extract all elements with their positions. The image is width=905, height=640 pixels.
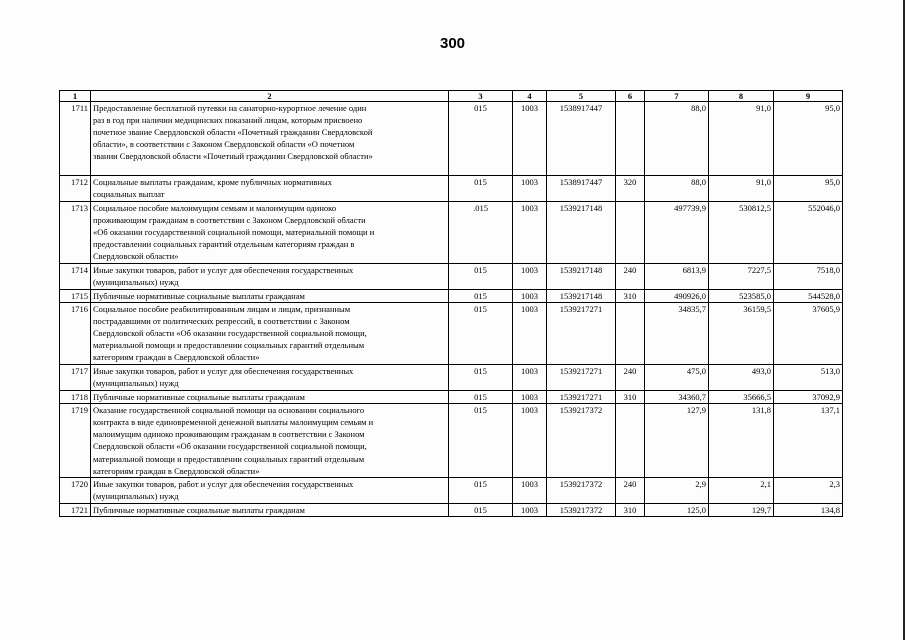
target-code-cell: 1539217148 <box>547 264 616 290</box>
table-row <box>60 202 843 264</box>
ministry-code-cell: 015 <box>449 365 513 391</box>
expense-type-cell <box>616 404 645 478</box>
amount-year-3-cell: 134,8 <box>774 504 843 517</box>
target-code-cell: 1539217148 <box>547 202 616 264</box>
column-header: 5 <box>547 91 616 102</box>
row-number-cell: 1721 <box>60 504 91 517</box>
expense-type-cell: 320 <box>616 176 645 202</box>
amount-year-2-cell: 530812,5 <box>709 202 774 264</box>
ministry-code-cell: 015 <box>449 404 513 478</box>
item-name-cell: Социальное пособие реабилитированным лицам и лицам, признанным пострадавшими от политических репрессий, в соответствии с Законом Свердловской области «Об оказании государственной социальной помощи, материальной помощи и предоставлении социальных гарантий отдельным категориям граждан в Свердловской области» <box>91 303 449 365</box>
item-name-cell: Публичные нормативные социальные выплаты гражданам <box>91 290 449 303</box>
amount-year-2-cell: 2,1 <box>709 478 774 504</box>
item-name-cell: Социальные выплаты гражданам, кроме публичных нормативных социальных выплат <box>91 176 449 202</box>
amount-year-1-cell: 127,9 <box>645 404 709 478</box>
amount-year-1-cell: 88,0 <box>645 102 709 176</box>
amount-year-3-cell: 552046,0 <box>774 202 843 264</box>
amount-year-1-cell: 2,9 <box>645 478 709 504</box>
row-number-cell: 1717 <box>60 365 91 391</box>
table-row <box>60 391 843 404</box>
row-number-cell: 1713 <box>60 202 91 264</box>
table-row <box>60 290 843 303</box>
expense-type-cell <box>616 102 645 176</box>
target-code-cell: 1539217372 <box>547 404 616 478</box>
target-code-cell: 1539217372 <box>547 504 616 517</box>
ministry-code-cell: 015 <box>449 303 513 365</box>
section-code-cell: 1003 <box>513 504 547 517</box>
row-number-cell: 1715 <box>60 290 91 303</box>
item-name-cell: Публичные нормативные социальные выплаты гражданам <box>91 391 449 404</box>
section-code-cell: 1003 <box>513 290 547 303</box>
section-code-cell: 1003 <box>513 264 547 290</box>
column-header: 1 <box>60 91 91 102</box>
table-row <box>60 102 843 176</box>
amount-year-3-cell: 2,3 <box>774 478 843 504</box>
table-row <box>60 404 843 478</box>
target-code-cell: 1539217271 <box>547 365 616 391</box>
target-code-cell: 1539217271 <box>547 391 616 404</box>
section-code-cell: 1003 <box>513 176 547 202</box>
table-row <box>60 264 843 290</box>
amount-year-2-cell: 7227,5 <box>709 264 774 290</box>
amount-year-2-cell: 36159,5 <box>709 303 774 365</box>
page-number: 300 <box>439 35 466 52</box>
target-code-cell: 1538917447 <box>547 102 616 176</box>
column-header: 6 <box>616 91 645 102</box>
row-number-cell: 1716 <box>60 303 91 365</box>
target-code-cell: 1539217372 <box>547 478 616 504</box>
section-code-cell: 1003 <box>513 102 547 176</box>
expense-type-cell <box>616 202 645 264</box>
expense-type-cell <box>616 303 645 365</box>
expense-type-cell: 310 <box>616 391 645 404</box>
column-header: 4 <box>513 91 547 102</box>
row-number-cell: 1718 <box>60 391 91 404</box>
amount-year-3-cell: 7518,0 <box>774 264 843 290</box>
amount-year-1-cell: 88,0 <box>645 176 709 202</box>
ministry-code-cell: 015 <box>449 102 513 176</box>
ministry-code-cell: 015 <box>449 391 513 404</box>
row-number-cell: 1711 <box>60 102 91 176</box>
column-header: 7 <box>645 91 709 102</box>
amount-year-3-cell: 37605,9 <box>774 303 843 365</box>
column-header: 3 <box>449 91 513 102</box>
table-row <box>60 176 843 202</box>
section-code-cell: 1003 <box>513 404 547 478</box>
expense-type-cell: 310 <box>616 290 645 303</box>
amount-year-1-cell: 34835,7 <box>645 303 709 365</box>
ministry-code-cell: .015 <box>449 202 513 264</box>
amount-year-3-cell: 95,0 <box>774 102 843 176</box>
expense-type-cell: 310 <box>616 504 645 517</box>
amount-year-2-cell: 523585,0 <box>709 290 774 303</box>
expense-type-cell: 240 <box>616 264 645 290</box>
section-code-cell: 1003 <box>513 303 547 365</box>
amount-year-3-cell: 513,0 <box>774 365 843 391</box>
target-code-cell: 1538917447 <box>547 176 616 202</box>
amount-year-2-cell: 91,0 <box>709 102 774 176</box>
section-code-cell: 1003 <box>513 202 547 264</box>
item-name-cell: Публичные нормативные социальные выплаты гражданам <box>91 504 449 517</box>
table-row <box>60 365 843 391</box>
column-header: 8 <box>709 91 774 102</box>
item-name-cell: Оказание государственной социальной помощи на основании социального контракта в виде единовременной денежной выплаты малоимущим семьям и малоимущим одиноко проживающим гражданам в соответствии с Законом Свердловской области «Об оказании государственной социальной помощи, материальной помощи и предоставлении социальных гарантий отдельным категориям граждан в Свердловской области» <box>91 404 449 478</box>
amount-year-3-cell: 95,0 <box>774 176 843 202</box>
table-body <box>60 102 843 517</box>
table-row <box>60 504 843 517</box>
ministry-code-cell: 015 <box>449 478 513 504</box>
amount-year-2-cell: 493,0 <box>709 365 774 391</box>
amount-year-2-cell: 129,7 <box>709 504 774 517</box>
row-number-cell: 1712 <box>60 176 91 202</box>
row-number-cell: 1714 <box>60 264 91 290</box>
item-name-cell: Иные закупки товаров, работ и услуг для обеспечения государственных (муниципальных) нужд <box>91 365 449 391</box>
ministry-code-cell: 015 <box>449 504 513 517</box>
ministry-code-cell: 015 <box>449 290 513 303</box>
row-number-cell: 1720 <box>60 478 91 504</box>
table-row <box>60 303 843 365</box>
column-header: 9 <box>774 91 843 102</box>
amount-year-2-cell: 35666,5 <box>709 391 774 404</box>
amount-year-1-cell: 475,0 <box>645 365 709 391</box>
item-name-cell: Иные закупки товаров, работ и услуг для обеспечения государственных (муниципальных) нужд <box>91 264 449 290</box>
ministry-code-cell: 015 <box>449 264 513 290</box>
item-name-cell: Иные закупки товаров, работ и услуг для обеспечения государственных (муниципальных) нужд <box>91 478 449 504</box>
expense-type-cell: 240 <box>616 478 645 504</box>
section-code-cell: 1003 <box>513 365 547 391</box>
ministry-code-cell: 015 <box>449 176 513 202</box>
item-name-cell: Социальное пособие малоимущим семьям и малоимущим одиноко проживающим гражданам в соответствии с Законом Свердловской области «Об оказании государственной социальной помощи, материальной помощи и предоставлении социальных гарантий отдельным категориям граждан в Свердловской области» <box>91 202 449 264</box>
amount-year-1-cell: 497739,9 <box>645 202 709 264</box>
table-row <box>60 478 843 504</box>
amount-year-3-cell: 37092,9 <box>774 391 843 404</box>
section-code-cell: 1003 <box>513 391 547 404</box>
section-code-cell: 1003 <box>513 478 547 504</box>
amount-year-1-cell: 34360,7 <box>645 391 709 404</box>
amount-year-1-cell: 125,0 <box>645 504 709 517</box>
item-name-cell: Предоставление бесплатной путевки на санаторно-курортное лечение один раз в год при наличии медицинских показаний лицам, которым присвоено почетное звание Свердловской области «Почетный гражданин Свердловской области», в соответствии с Законом Свердловской области «О почетном звании Свердловской области «Почетный гражданин Свердловской области» <box>91 102 449 176</box>
amount-year-3-cell: 544528,0 <box>774 290 843 303</box>
expense-type-cell: 240 <box>616 365 645 391</box>
amount-year-1-cell: 6813,9 <box>645 264 709 290</box>
column-header: 2 <box>91 91 449 102</box>
target-code-cell: 1539217148 <box>547 290 616 303</box>
amount-year-2-cell: 131,8 <box>709 404 774 478</box>
row-number-cell: 1719 <box>60 404 91 478</box>
amount-year-3-cell: 137,1 <box>774 404 843 478</box>
amount-year-2-cell: 91,0 <box>709 176 774 202</box>
amount-year-1-cell: 490926,0 <box>645 290 709 303</box>
target-code-cell: 1539217271 <box>547 303 616 365</box>
budget-table <box>59 90 843 517</box>
table-header-row <box>60 91 843 102</box>
